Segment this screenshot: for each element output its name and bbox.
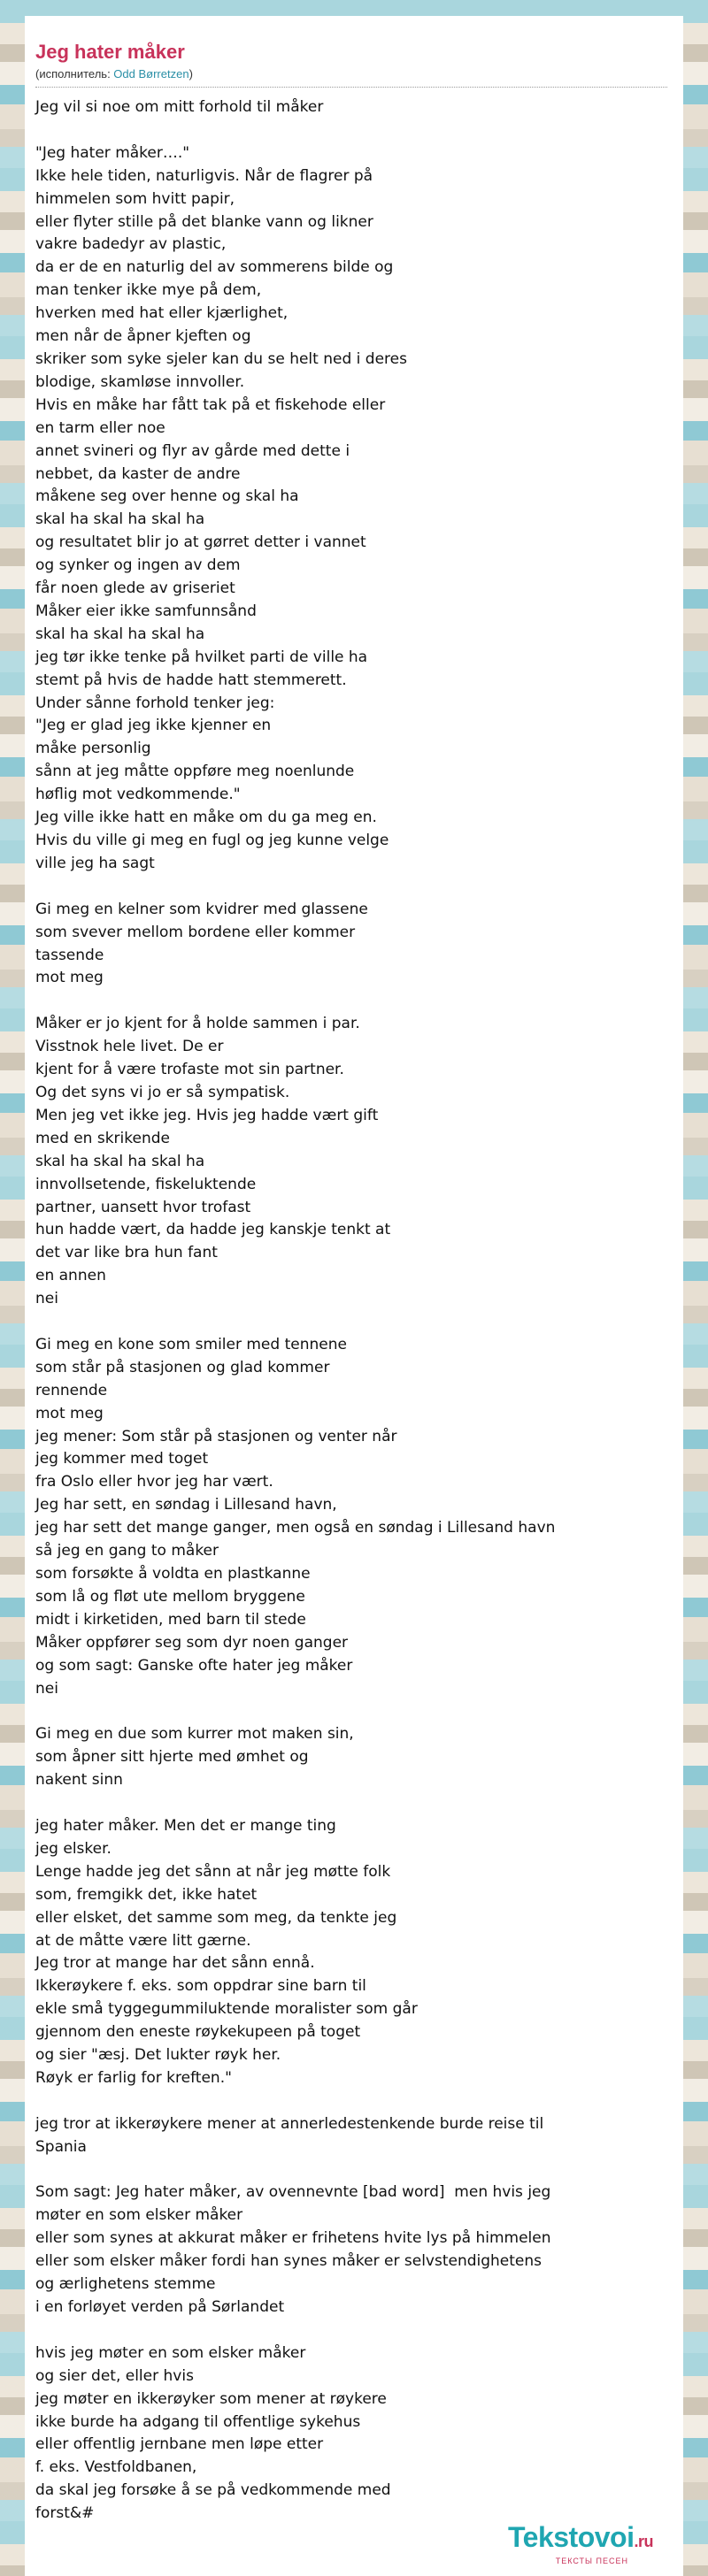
site-logo[interactable] [508, 2523, 653, 2565]
logo-tagline: ТЕКСТЫ ПЕСЕН [555, 2557, 628, 2565]
divider [35, 87, 667, 88]
song-title: Jeg hater måker [35, 41, 185, 63]
lyrics-card [25, 16, 683, 2576]
logo-tld: .ru [634, 2533, 653, 2550]
logo-wordmark [508, 2523, 653, 2556]
lyrics-text: Jeg vil si noe om mitt forhold til måker "Jeg hater måker…." Ikke hele tiden, naturligvis. Når de flagrer på himmelen som hvitt papir, eller flyter stille på det blanke vann og likner vakre badedyr av plastic, da er de en naturlig del av sommerens bilde og man tenker ikke mye på dem, hverken med hat eller kjærlighet, men når de åpner kjeften og skriker som syke sjeler kan du se helt ned i deres blodige, skamløse innvoller. Hvis en måke har fått tak på et fiskehode eller en tarm eller noe annet svineri og flyr av gårde med dette i nebbet, da kaster de andre måkene seg over henne og skal ha skal ha skal ha skal ha og resultatet blir jo at gørret detter i vannet og synker og ingen av dem får noen glede av griseriet Måker eier ikke samfunnsånd skal ha skal ha skal ha jeg tør ikke tenke på hvilket parti de ville ha stemt på hvis de hadde hatt stemmerett. Under sånne forhold tenker jeg: "Jeg er glad jeg ikke kjenner en måke personlig sånn at jeg måtte oppføre meg noenlunde høflig mot vedkommende." Jeg ville ikke hatt en måke om du ga meg en. Hvis du ville gi meg en fugl og jeg kunne velge ville jeg ha sagt Gi meg en kelner som kvidrer med glassene som svever mellom bordene eller kommer tassende mot meg Måker er jo kjent for å holde sammen i par. Visstnok hele livet. De er kjent for å være trofaste mot sin partner. Og det syns vi jo er så sympatisk. Men jeg vet ikke jeg. Hvis jeg hadde vært gift med en skrikende skal ha skal ha skal ha innvollsetende, fiskeluktende partner, uansett hvor trofast hun hadde vært, da hadde jeg kanskje tenkt at det var like bra hun fant en annen nei Gi meg en kone som smiler med tennene som står på stasjonen og glad kommer rennende mot meg jeg mener: Som står på stasjonen og venter når jeg kommer med toget fra Oslo eller hvor jeg har vært. Jeg har sett, en søndag i Lillesand havn, jeg har sett det mange ganger, men også en søndag i Lillesand havn så jeg en gang to måker som forsøkte å voldta en plastkanne som lå og fløt ute mellom bryggene midt i kirketiden, med barn til stede Måker oppfører seg som dyr noen ganger og som sagt: Ganske ofte hater jeg måker nei Gi meg en due som kurrer mot maken sin, som åpner sitt hjerte med ømhet og nakent sinn jeg hater måker. Men det er mange ting jeg elsker. Lenge hadde jeg det sånn at når jeg møtte folk som, fremgikk det, ikke hatet eller elsket, det samme som meg, da tenkte jeg at de måtte være litt gærne. Jeg tror at mange har det sånn ennå. Ikkerøykere f. eks. som oppdrar sine barn til ekle små tyggegummiluktende moralister som går gjennom den eneste røykekupeen på toget og sier "æsj. Det lukter røyk her. Røyk er farlig for kreften." jeg tror at ikkerøykere mener at annerledestenkende burde reise til Spania Som sagt: Jeg hater måker, av ovennevnte [bad word] men hvis jeg møter en som elsker måker eller som synes at akkurat måker er frihetens hvite lys på himmelen eller som elsker måker fordi han synes måker er selvstendighetens og ærlighetens stemme i en forløyet verden på Sørlandet hvis jeg møter en som elsker måker og sier det, eller hvis jeg møter en ikkerøyker som mener at røykere ikke burde ha adgang til offentlige sykehus eller offentlig jernbane men løpe etter f. eks. Vestfoldbanen, da skal jeg forsøke å se på vedkommende med forst&# [35, 98, 556, 2523]
logo-name: Tekstovoi [507, 2521, 635, 2553]
performer-suffix: ) [189, 67, 193, 80]
performer-prefix: (исполнитель: [35, 67, 114, 80]
performer-line [35, 67, 673, 81]
performer-link[interactable]: Odd Børretzen [113, 67, 189, 80]
